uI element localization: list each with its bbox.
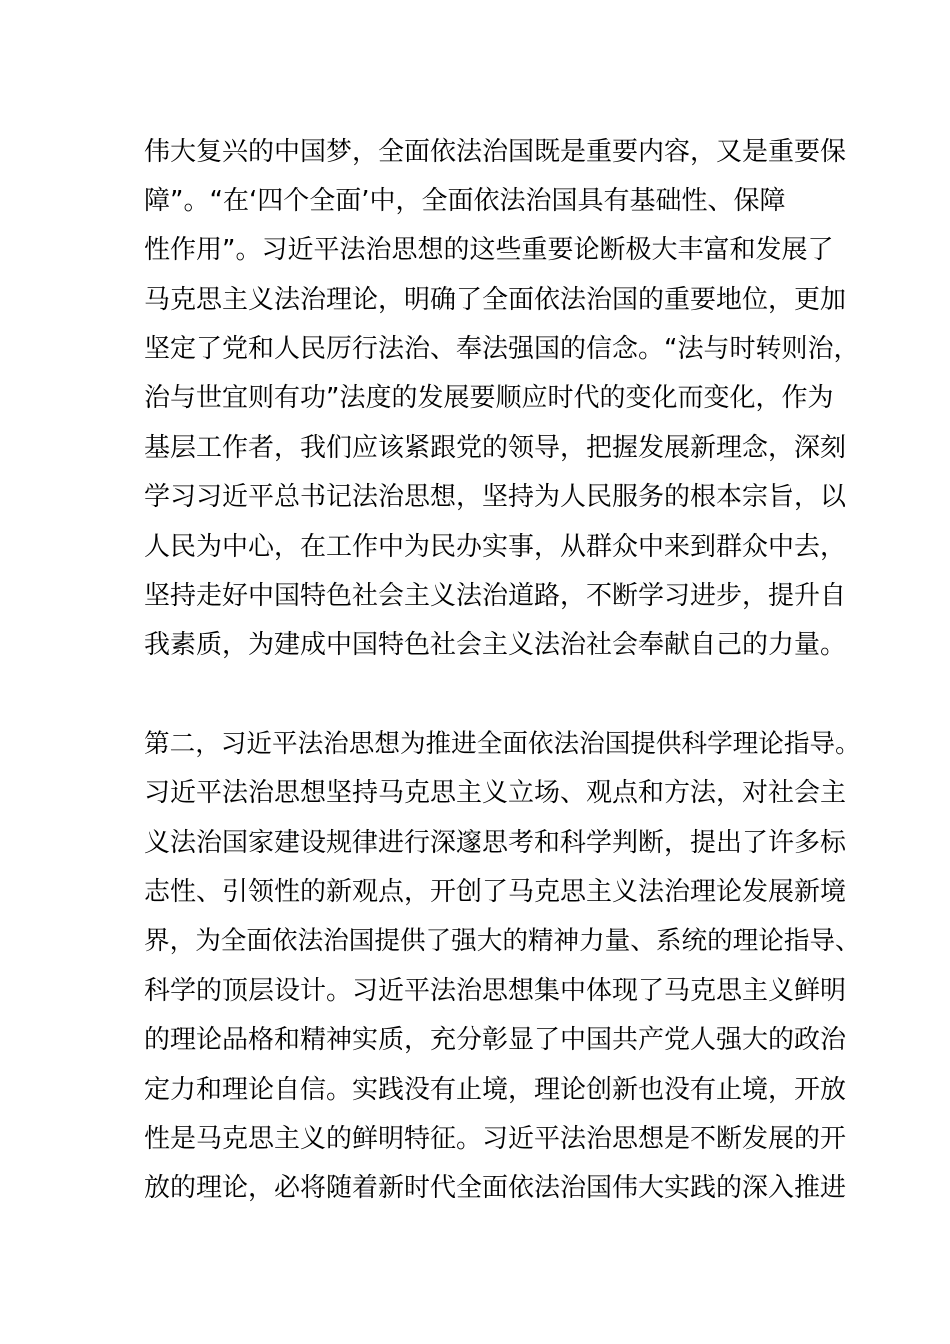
- text-line: 性是马克思主义的鲜明特征。习近平法治思想是不断发展的开: [144, 1124, 847, 1154]
- text-line: 我素质，为建成中国特色社会主义法治社会奉献自己的力量。: [144, 630, 847, 660]
- text-line: 伟大复兴的中国梦，全面依法治国既是重要内容，又是重要保: [144, 137, 847, 167]
- text-line: 定力和理论自信。实践没有止境，理论创新也没有止境，开放: [144, 1075, 847, 1105]
- text-line: 的理论品格和精神实质，充分彰显了中国共产党人强大的政治: [144, 1025, 847, 1055]
- text-line: 坚持走好中国特色社会主义法治道路，不断学习进步，提升自: [144, 581, 847, 611]
- text-line: 坚定了党和人民厉行法治、奉法强国的信念。“法与时转则治，: [144, 334, 860, 364]
- text-line: 马克思主义法治理论，明确了全面依法治国的重要地位，更加: [144, 285, 847, 315]
- text-line: 义法治国家建设规律进行深邃思考和科学判断，提出了许多标: [144, 828, 847, 858]
- text-line: 性作用”。习近平法治思想的这些重要论断极大丰富和发展了: [144, 235, 834, 265]
- text-line: 基层工作者，我们应该紧跟党的领导，把握发展新理念，深刻: [144, 433, 847, 463]
- text-line: 界，为全面依法治国提供了强大的精神力量、系统的理论指导、: [144, 926, 861, 956]
- text-line: 第二，习近平法治思想为推进全面依法治国提供科学理论指导。: [144, 729, 861, 759]
- text-line: 志性、引领性的新观点，开创了马克思主义法治理论发展新境: [144, 877, 847, 907]
- text-line: 学习习近平总书记法治思想，坚持为人民服务的根本宗旨，以: [144, 482, 847, 512]
- text-line: 人民为中心，在工作中为民办实事，从群众中来到群众中去，: [144, 532, 847, 562]
- text-line: 障”。“在‘四个全面’中，全面依法治国具有基础性、保障: [144, 186, 786, 216]
- text-line: 治与世宜则有功”法度的发展要顺应时代的变化而变化，作为: [144, 383, 834, 413]
- text-line: 科学的顶层设计。习近平法治思想集中体现了马克思主义鲜明: [144, 976, 847, 1006]
- text-line: 放的理论，必将随着新时代全面依法治国伟大实践的深入推进: [144, 1173, 847, 1203]
- text-line: 习近平法治思想坚持马克思主义立场、观点和方法，对社会主: [144, 778, 847, 808]
